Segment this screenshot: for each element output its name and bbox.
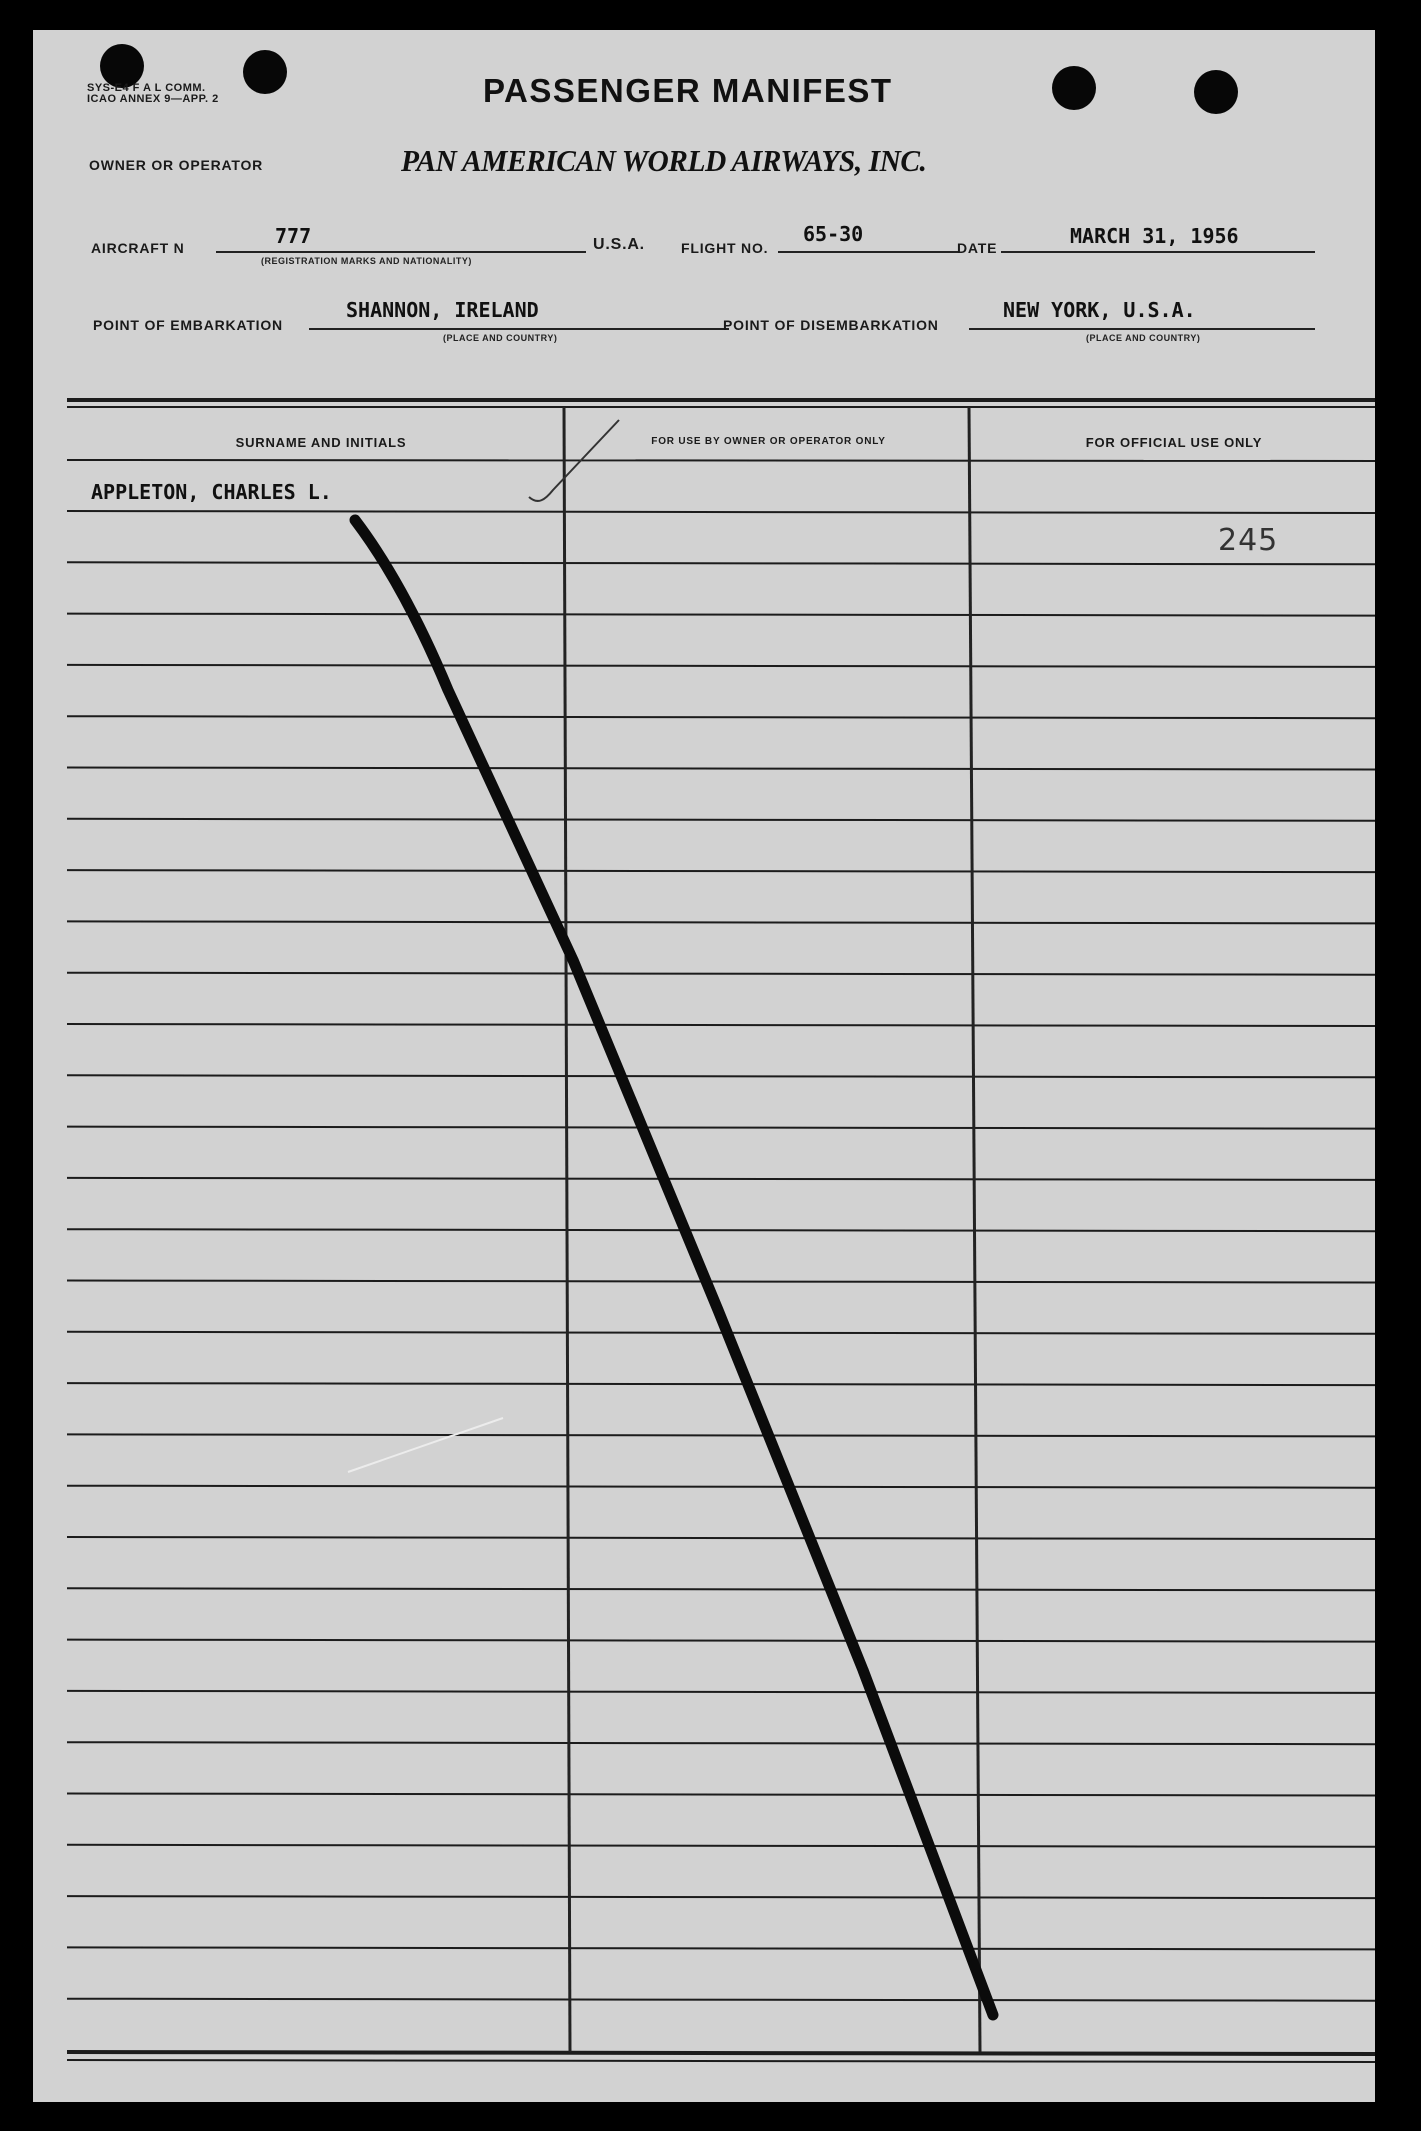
- aircraft-sublabel: (REGISTRATION MARKS AND NATIONALITY): [261, 256, 472, 266]
- row-rule: [67, 1537, 1375, 1539]
- row-rule: [67, 1486, 1375, 1488]
- row-rule: [67, 1383, 1375, 1385]
- manifest-sheet: [33, 30, 1375, 2102]
- table-bottom-rule: [67, 2052, 1375, 2054]
- aircraft-label: AIRCRAFT N: [91, 240, 185, 256]
- row-rule: [67, 921, 1375, 923]
- page-title: PASSENGER MANIFEST: [483, 72, 893, 109]
- row-rule: [67, 1024, 1375, 1026]
- column-header-official-use: FOR OFFICIAL USE ONLY: [1085, 435, 1263, 450]
- row-rule: [67, 1794, 1375, 1796]
- embarkation-value: SHANNON, IRELAND: [346, 298, 539, 322]
- row-rule: [67, 1178, 1375, 1180]
- row-rule: [67, 1281, 1375, 1283]
- official-note: 245: [1218, 523, 1279, 558]
- row-rule: [67, 1127, 1375, 1129]
- flight-value: 65-30: [803, 222, 864, 246]
- row-rule: [67, 1896, 1375, 1898]
- date-value: MARCH 31, 1956: [1070, 224, 1239, 248]
- row-rule: [67, 1434, 1375, 1436]
- row-rule: [67, 1075, 1375, 1077]
- row-rule: [67, 1588, 1375, 1590]
- table-bottom-rule: [67, 2060, 1375, 2062]
- column-header-owner-use: FOR USE BY OWNER OR OPERATOR ONLY: [651, 436, 886, 447]
- row-rule: [67, 1999, 1375, 2001]
- row-rule: [67, 562, 1375, 564]
- row-rule: [67, 768, 1375, 770]
- row-rule: [67, 973, 1375, 975]
- disembarkation-value: NEW YORK, U.S.A.: [1003, 298, 1196, 322]
- row-rule: [67, 1640, 1375, 1642]
- row-rule: [67, 614, 1375, 616]
- faint-mark: [348, 1418, 503, 1472]
- row-rule: [67, 665, 1375, 667]
- flight-label: FLIGHT NO.: [681, 240, 769, 256]
- embarkation-label: POINT OF EMBARKATION: [93, 317, 283, 333]
- disembarkation-sublabel: (PLACE AND COUNTRY): [1086, 333, 1201, 343]
- row-rule: [67, 1229, 1375, 1231]
- disembarkation-label: POINT OF DISEMBARKATION: [723, 317, 939, 333]
- column-header-surname: SURNAME AND INITIALS: [235, 435, 407, 450]
- owner-value: PAN AMERICAN WORLD AIRWAYS, INC.: [401, 143, 927, 178]
- row-rule: [67, 870, 1375, 872]
- row-rule: [67, 716, 1375, 718]
- row-rule: [67, 1947, 1375, 1949]
- header-rule: [67, 460, 1375, 461]
- embarkation-sublabel: (PLACE AND COUNTRY): [443, 333, 558, 343]
- nationality: U.S.A.: [593, 236, 645, 253]
- aircraft-value: 777: [275, 224, 312, 248]
- row-rule: [67, 1742, 1375, 1744]
- row-rule: [67, 1845, 1375, 1847]
- manifest-table-grid: [33, 30, 1375, 2102]
- row-rule: [67, 1691, 1375, 1693]
- form-code: SYS-E4 F A L COMM. ICAO ANNEX 9—APP. 2: [87, 82, 219, 105]
- row-rule: [67, 511, 1375, 513]
- row-rule: [67, 819, 1375, 821]
- date-label: DATE: [957, 240, 998, 256]
- passenger-name: APPLETON, CHARLES L.: [91, 480, 332, 504]
- owner-label: OWNER OR OPERATOR: [89, 157, 264, 173]
- cancel-stroke: [355, 520, 993, 2015]
